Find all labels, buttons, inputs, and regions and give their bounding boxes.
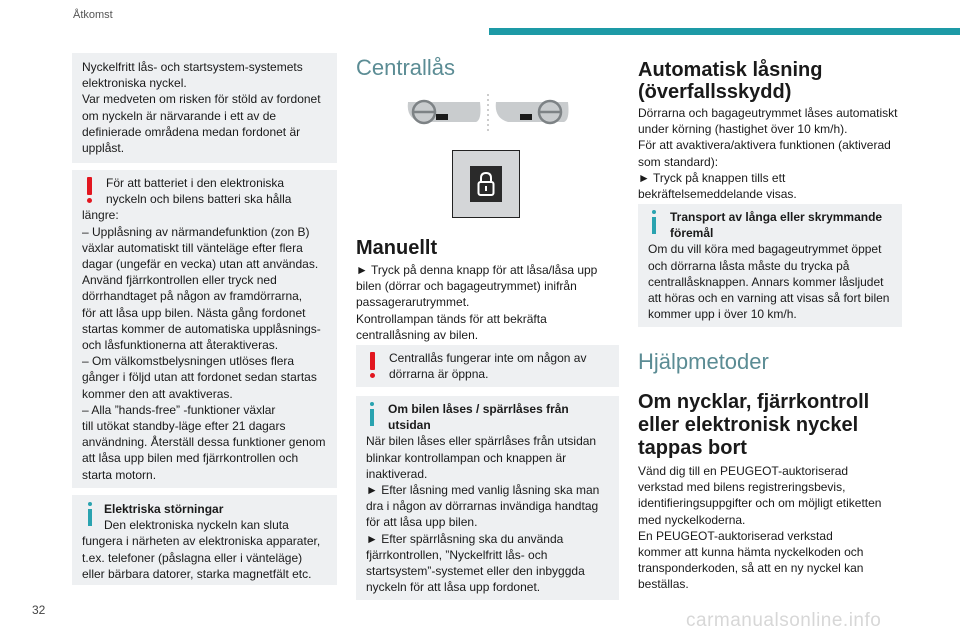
text-line: Nyckelfritt lås- och startsystem-systemets	[82, 60, 303, 74]
info-box-transport-long-objects	[638, 204, 902, 327]
heading-line: eller elektronisk nyckel	[638, 414, 859, 436]
text-line: elektroniska nyckel.	[82, 76, 187, 91]
text-line: växlar automatiskt till vänteläge efter flera	[82, 240, 303, 255]
text-line: Använd fjärrkontrollen eller tryck ned	[82, 273, 277, 288]
text-line: passagerarutrymmet.	[356, 295, 470, 310]
text-line: användning. Återställ dessa funktioner genom	[82, 435, 326, 450]
text-line: nyckeln och bilens batteri ska hålla	[106, 192, 292, 207]
text-line: kommer upp i över 10 km/h.	[648, 307, 797, 322]
text-line: Dörrarna och bagageutrymmet låses automatiskt	[638, 106, 898, 120]
text-line: t.ex. telefoner (påslagna eller i vänteläge)	[82, 550, 303, 565]
info-icon	[88, 509, 92, 526]
text-line: – Om välkomstbelysningen utlöses flera	[82, 354, 295, 369]
heading-help-methods: Hjälpmetoder	[638, 349, 769, 374]
warning-icon	[87, 177, 92, 195]
text-line: kommer att kunna hämta nyckelkoden och	[638, 545, 864, 560]
padlock-icon	[477, 171, 495, 197]
text-line: Centrallås fungerar inte om någon av	[389, 351, 587, 365]
text-line: längre:	[82, 208, 119, 223]
text-line: Kontrollampan tänds för att bekräfta	[356, 311, 547, 326]
info-box-locked-from-outside	[356, 396, 619, 600]
note-box-keyless-theft	[72, 53, 337, 163]
text-line: inaktiverad.	[366, 466, 428, 481]
text-line: upplåst.	[82, 141, 125, 156]
text-line: fjärrkontrollen, ”Nyckelfritt lås- och	[366, 547, 548, 562]
text-line: Var medveten om risken för stöld av fordonet	[82, 92, 321, 107]
text-line: blinkar kontrollampan och knappen är	[366, 450, 567, 465]
text-line: beställas.	[638, 577, 689, 592]
header-accent-bar	[489, 28, 960, 35]
central-lock-button-illustration	[452, 150, 520, 218]
text-line: eller bärbara datorer, starka magnetfält etc.	[82, 566, 312, 581]
heading-manual: Manuellt	[356, 237, 438, 259]
text-line: startsystem”-systemet eller den inbyggda	[366, 564, 585, 579]
info-icon	[652, 217, 656, 234]
heading-line: tappas bort	[638, 437, 747, 459]
text-line: och låsfunktionerna att återaktiveras.	[82, 338, 279, 353]
text-line: för att låsa upp bilen. Nästa gång fordonet	[82, 305, 306, 320]
rhd-dashboard-icon	[496, 101, 569, 123]
text-line: Om du vill köra med bagageutrymmet öppet	[648, 242, 882, 257]
text-line: dagar (ungefär en vecka) utan att användas.	[82, 257, 319, 272]
page-number: 32	[32, 603, 46, 617]
warning-box-doors-open	[356, 345, 619, 387]
text-line: fungera i närheten av elektroniska apparater,	[82, 534, 321, 549]
text-line: – Alla ”hands-free” -funktioner växlar	[82, 402, 276, 417]
text-line: för att låsa upp bilen.	[366, 515, 478, 530]
text-line: och dörrarna låsta måste du trycka på	[648, 258, 850, 273]
text-line: dörrarna är öppna.	[389, 367, 489, 382]
heading-automatic-locking	[638, 59, 822, 103]
box-title: Om bilen låses / spärrlåses från	[388, 402, 569, 416]
text-line: med nyckelkoderna.	[638, 512, 746, 527]
text-line: ► Tryck på knappen tills ett	[638, 170, 786, 185]
text-line: till utökat standby-läge efter 21 dagars	[82, 419, 286, 434]
text-line: om nyckeln är närvarande i ett av de	[82, 108, 277, 123]
text-line: centrallåsknappen. Annars kommer låsljudet	[648, 274, 884, 289]
text-line: För att batteriet i den elektroniska	[106, 176, 285, 190]
text-line: ► Tryck på denna knapp för att låsa/låsa upp	[356, 263, 598, 277]
text-line: starta motorn.	[82, 467, 157, 482]
heading-lost-keys	[638, 391, 869, 460]
text-line: att låsa upp bilen med fjärrkontrollen och	[82, 451, 299, 466]
text-line: bekräftelsemeddelande visas.	[638, 187, 797, 202]
text-line: dra i någon av dörrarnas invändiga handtag	[366, 499, 599, 514]
text-line: verkstad med bilens registreringsbevis,	[638, 480, 846, 495]
dashboard-illustration	[398, 92, 578, 136]
text-line: När bilen låses eller spärrlåses från utsidan	[366, 434, 597, 449]
text-line: som standard):	[638, 154, 719, 169]
automatic-locking-body	[638, 105, 908, 202]
heading-line: Automatisk låsning	[638, 59, 823, 81]
text-line: definierade områdena medan fordonet är	[82, 124, 301, 139]
text-line: nyckeln för att låsa upp fordonet.	[366, 580, 541, 595]
text-line: Vänd dig till en PEUGEOT-auktoriserad	[638, 464, 849, 478]
text-line: startas kommer de automatiska upplåsnings-	[82, 321, 321, 336]
box-title: Elektriska störningar	[104, 502, 224, 516]
section-title: Åtkomst	[73, 9, 113, 21]
text-line: bilen (dörrar och bagageutrymmet) inifrån	[356, 279, 577, 294]
text-line: under körning (hastighet över 10 km/h).	[638, 122, 848, 137]
text-line: kommer den att avaktiveras.	[82, 386, 233, 401]
text-line: gånger i följd utan att fordonet sedan startas	[82, 370, 317, 385]
box-title: föremål	[670, 226, 714, 241]
heading-central-locking: Centrallås	[356, 55, 456, 80]
text-line: identifieringsuppgifter och om möjligt etiketten	[638, 496, 882, 511]
text-line: ► Efter spärrlåsning ska du använda	[366, 531, 564, 546]
text-line: transponderkoden, så att en ny nyckel kan	[638, 561, 864, 576]
info-box-electrical-interference	[72, 495, 337, 585]
warning-box-battery	[72, 170, 337, 488]
text-line: centrallåsning av bilen.	[356, 327, 479, 342]
text-line: dörrhandtaget på någon av framdörrarna,	[82, 289, 303, 304]
box-title: utsidan	[388, 418, 431, 433]
warning-icon	[370, 352, 375, 370]
lost-keys-body	[638, 463, 908, 593]
info-icon	[370, 409, 374, 426]
manual-body-text	[356, 262, 616, 343]
text-line: att höras och en varning att visas så fort bilen	[648, 291, 890, 306]
text-line: För att avaktivera/aktivera funktionen (aktiverad	[638, 138, 891, 153]
text-line: ► Efter låsning med vanlig låsning ska man	[366, 483, 600, 498]
heading-line: Om nycklar, fjärrkontroll	[638, 391, 870, 413]
watermark: carmanualsonline.info	[686, 610, 882, 631]
text-line: Den elektroniska nyckeln kan sluta	[104, 518, 289, 533]
heading-line: (överfallsskydd)	[638, 81, 792, 103]
text-line: – Upplåsning av närmandefunktion (zon B)	[82, 224, 310, 239]
text-line: En PEUGEOT-auktoriserad verkstad	[638, 528, 833, 543]
lhd-dashboard-icon	[408, 101, 481, 123]
box-title: Transport av långa eller skrymmande	[670, 210, 883, 224]
